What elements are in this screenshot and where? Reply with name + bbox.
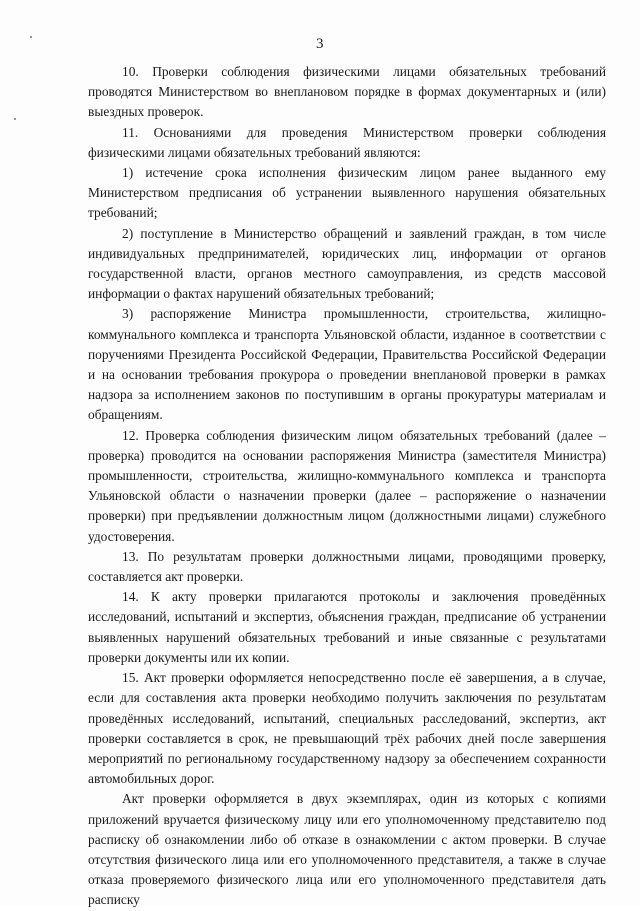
paragraph-11: 11. Основаниями для проведения Министерством проверки соблюдения физическими лицами обязательных требований являются: [88, 124, 606, 160]
paragraph-14: 14. К акту проверки прилагаются протоколы и заключения проведённых исследований, испытаний и экспертиз, объяснения граждан, предписание об устранении выявленных нарушений обязательных требований и иные связанные с результатами проверки документы или их копии. [88, 589, 606, 665]
page-number: 3 [316, 36, 324, 52]
paragraph-15-continued: Акт проверки оформляется в двух экземплярах, один из которых с копиями приложений вручается физическому лицу или его уполномоченному представителю под расписку об ознакомлении либо об отказе в ознакомлении с актом проверки. В случае отсутствия физического лица или его уполномоченного представителя, а также в случае отказа проверяемого физического лица или его уполномоченного представителя дать расписку [88, 791, 606, 908]
list-item-2: 2) поступление в Министерство обращений и заявлений граждан, в том числе индивидуальных предпринимателей, юридических лиц, информации от органов государственной власти, органов местного самоуправления, из средств массовой информации о фактах нарушений обязательных требований; [88, 225, 606, 302]
paragraph-13: 13. По результатам проверки должностными лицами, проводящими проверку, составляется акт проверки. [88, 548, 606, 585]
scan-speck [14, 118, 16, 120]
list-item-3: 3) распоряжение Министра промышленности, строительства, жилищно-коммунального комплекса и транспорта Ульяновской области, изданное в соответствии с поручениями Президента Российской Федерации, Правительства Российской Федерации и на основании требования прокурора о проведении внеплановой проверки в рамках надзора за исполнением законов по поступившим в органы прокуратуры материалам и обращениям. [88, 306, 606, 423]
paragraph-10: 10. Проверки соблюдения физическими лицами обязательных требований проводятся Министерством во внеплановом порядке в формах документарных и (или) выездных проверок. [88, 64, 606, 120]
paragraph-15: 15. Акт проверки оформляется непосредственно после её завершения, а в случае, если для составления акта проверки необходимо получить заключения по результатам проведённых исследований, испытаний, специальных расследований, экспертиз, акт проверки составляется в срок, не превышающий трёх рабочих дней после завершения мероприятий по региональному государственному надзору за обеспечением сохранности автомобильных дорог. [88, 670, 606, 787]
document-body [88, 62, 606, 911]
paragraph-12: 12. Проверка соблюдения физическим лицом обязательных требований (далее – проверка) проводится на основании распоряжения Министра (заместителя Министра) промышленности, строительства, жилищно-коммунального комплекса и транспорта Ульяновской области о назначении проверки (далее – распоряжение о назначении проверки) при предъявлении должностным лицом (должностными лицами) служебного удостоверения. [88, 427, 606, 544]
list-item-1: 1) истечение срока исполнения физическим лицом ранее выданного ему Министерством предписания об устранении выявленного нарушения обязательных требований; [88, 165, 606, 221]
